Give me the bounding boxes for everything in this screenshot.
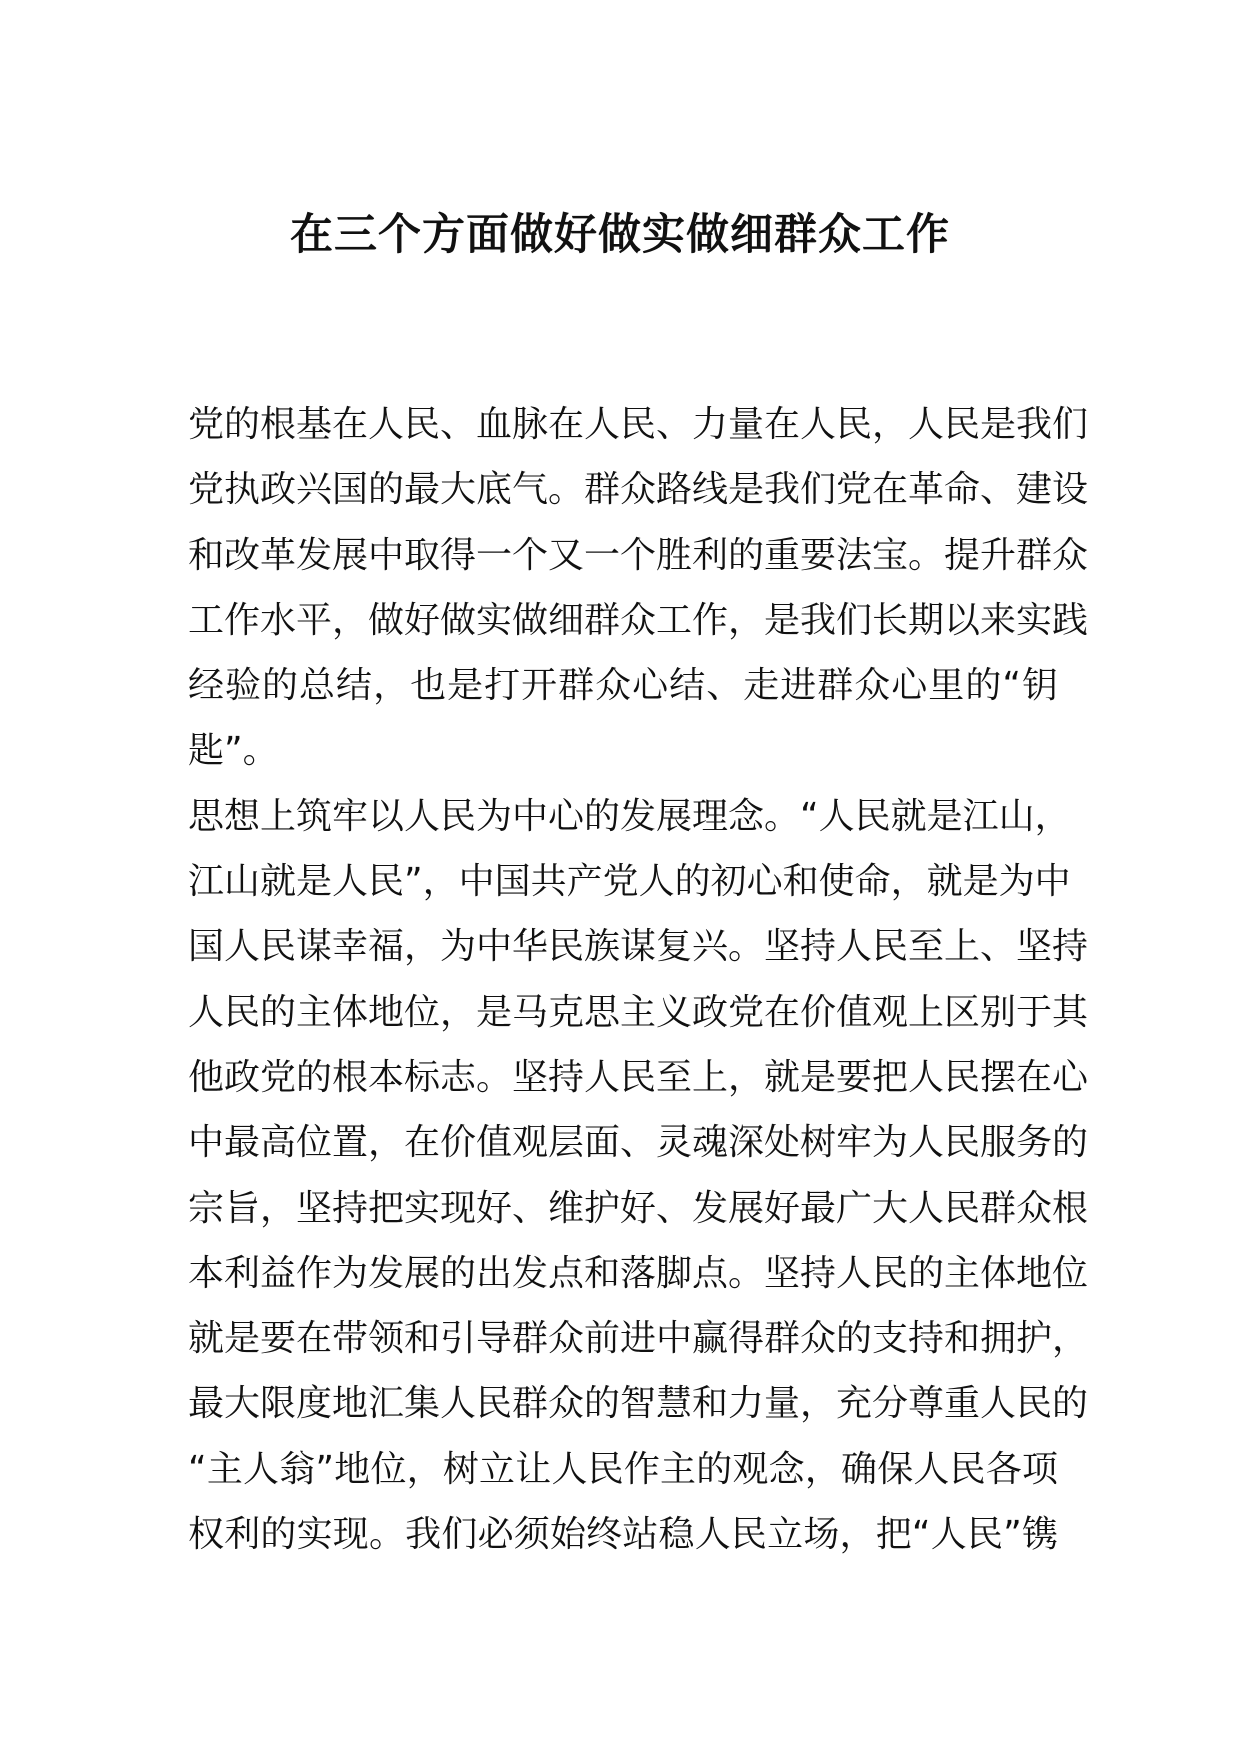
document-title: 在三个方面做好做实做细群众工作 xyxy=(290,210,950,260)
text-line: 经验的总结，也是打开群众心结、走进群众心里的“钥 xyxy=(188,665,1058,707)
text-line: 工作水平，做好做实做细群众工作，是我们长期以来实践 xyxy=(188,599,1089,641)
text-line: 国人民谋幸福，为中华民族谋复兴。坚持人民至上、坚持 xyxy=(188,926,1089,968)
document-body xyxy=(188,392,1089,1567)
text-line: 就是要在带领和引导群众前进中赢得群众的支持和拥护， xyxy=(188,1318,1089,1360)
text-line: 党的根基在人民、血脉在人民、力量在人民，人民是我们 xyxy=(188,404,1089,445)
text-line: 宗旨，坚持把实现好、维护好、发展好最广大人民群众根 xyxy=(188,1187,1089,1229)
text-line: 权利的实现。我们必须始终站稳人民立场，把“人民”镌 xyxy=(188,1514,1058,1556)
text-line: 江山就是人民”，中国共产党人的初心和使命，就是为中 xyxy=(188,861,1071,903)
text-line: 党执政兴国的最大底气。群众路线是我们党在革命、建设 xyxy=(188,469,1089,511)
text-line: 匙”。 xyxy=(188,730,279,772)
text-line: 最大限度地汇集人民群众的智慧和力量，充分尊重人民的 xyxy=(188,1383,1089,1425)
text-line: 人民的主体地位，是马克思主义政党在价值观上区别于其 xyxy=(188,991,1089,1033)
text-line: 和改革发展中取得一个又一个胜利的重要法宝。提升群众 xyxy=(188,534,1089,576)
text-line: 本利益作为发展的出发点和落脚点。坚持人民的主体地位 xyxy=(188,1252,1089,1294)
text-line: 思想上筑牢以人民为中心的发展理念。“人民就是江山， xyxy=(188,795,1071,837)
text-line: “主人翁”地位，树立让人民作主的观念，确保人民各项 xyxy=(188,1448,1058,1490)
text-line: 中最高位置，在价值观层面、灵魂深处树牢为人民服务的 xyxy=(188,1122,1089,1164)
text-line: 他政党的根本标志。坚持人民至上，就是要把人民摆在心 xyxy=(188,1056,1089,1098)
